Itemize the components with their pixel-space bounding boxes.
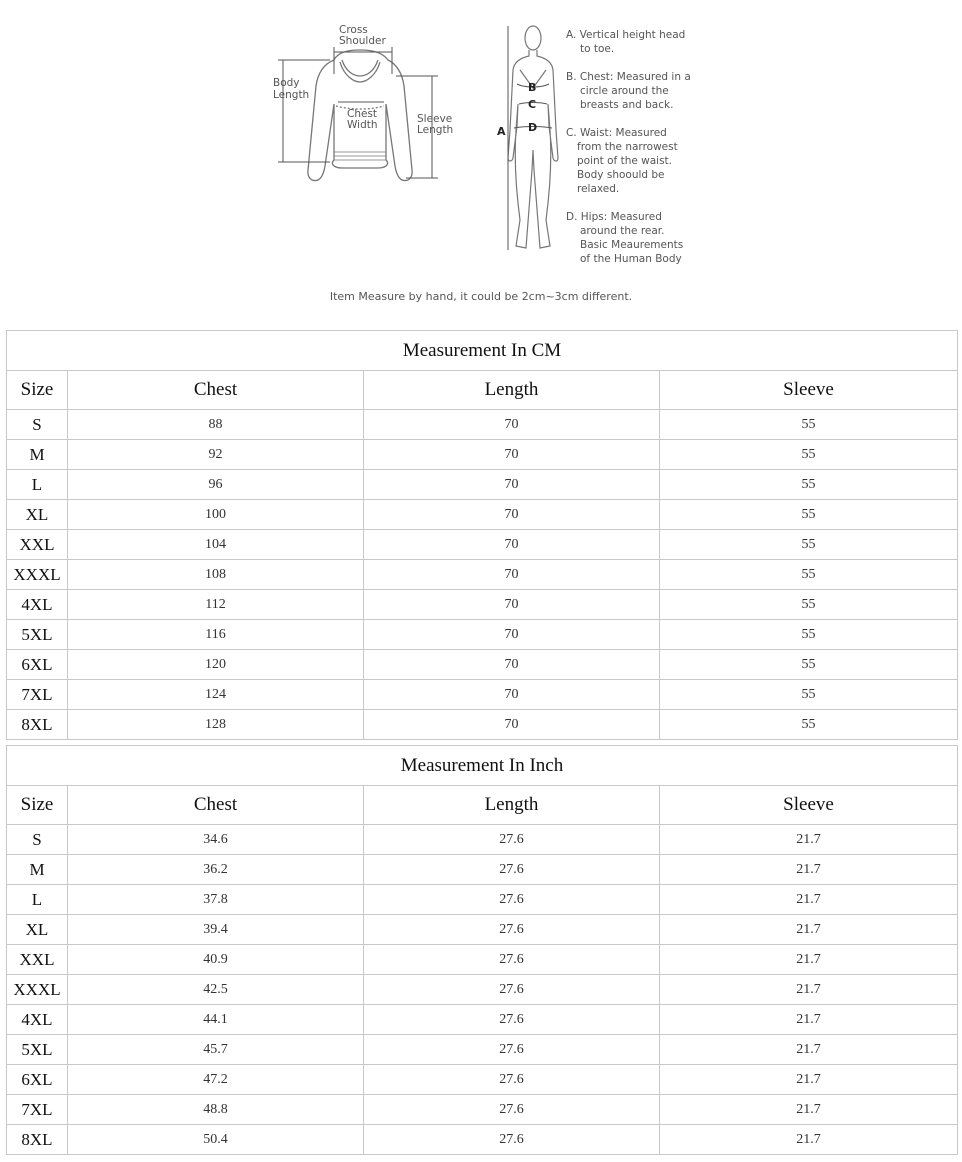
cell-chest: 48.8 [68,1095,364,1125]
instruction-a [566,29,685,55]
cell-sleeve: 21.7 [660,855,958,885]
cell-sleeve: 55 [660,560,958,590]
cell-chest: 96 [68,470,364,500]
instruction-c-line1: C. Waist: Measured [566,127,667,139]
cell-length: 70 [364,410,660,440]
cell-size: L [7,470,68,500]
cell-sleeve: 21.7 [660,1125,958,1155]
cell-size: 6XL [7,650,68,680]
cell-chest: 47.2 [68,1065,364,1095]
cell-size: XXXL [7,975,68,1005]
instruction-c-line3: point of the waist. [577,155,673,167]
table-header-row [7,786,958,825]
cell-chest: 104 [68,530,364,560]
body-figure [508,26,558,248]
cell-length: 27.6 [364,945,660,975]
cell-chest: 120 [68,650,364,680]
marker-a: A [497,125,506,138]
table-row [7,1095,958,1125]
cell-chest: 37.8 [68,885,364,915]
instruction-d-line3: Basic Meaurements [580,239,684,251]
cell-length: 70 [364,590,660,620]
cell-chest: 44.1 [68,1005,364,1035]
table-row [7,1035,958,1065]
table-caption-row [7,331,958,371]
table-row [7,680,958,710]
cell-size: L [7,885,68,915]
cell-chest: 36.2 [68,855,364,885]
cell-chest: 112 [68,590,364,620]
cell-chest: 108 [68,560,364,590]
cell-size: 4XL [7,1005,68,1035]
measurement-diagram [0,0,962,325]
measurement-note: Item Measure by hand, it could be 2cm~3cm different. [329,290,633,303]
cell-chest: 40.9 [68,945,364,975]
cell-length: 70 [364,500,660,530]
table-row [7,470,958,500]
cell-length: 27.6 [364,825,660,855]
cell-length: 27.6 [364,1125,660,1155]
cell-sleeve: 21.7 [660,885,958,915]
cell-sleeve: 55 [660,440,958,470]
instruction-b [566,71,691,111]
instruction-d-line2: around the rear. [580,225,665,237]
body-length-label-line2: Length [273,89,310,101]
table-row [7,1005,958,1035]
cell-sleeve: 55 [660,500,958,530]
sleeve-length-label-line2: Length [417,124,454,136]
table-row [7,560,958,590]
cell-length: 70 [364,710,660,740]
table-caption: Measurement In CM [7,331,958,371]
table-row [7,885,958,915]
instruction-a-line1: A. Vertical height head [566,29,686,41]
table-row [7,975,958,1005]
cell-sleeve: 55 [660,620,958,650]
table-row [7,410,958,440]
table-row [7,945,958,975]
table-row [7,620,958,650]
cell-sleeve: 21.7 [660,945,958,975]
instruction-d-line1: D. Hips: Measured [566,211,662,223]
cell-size: S [7,410,68,440]
cell-length: 27.6 [364,915,660,945]
cell-size: 7XL [7,680,68,710]
diagram-graphics [0,0,962,290]
cell-length: 70 [364,560,660,590]
cell-chest: 45.7 [68,1035,364,1065]
cell-chest: 116 [68,620,364,650]
cell-size: XL [7,915,68,945]
cell-chest: 34.6 [68,825,364,855]
table-row [7,530,958,560]
cell-size: 8XL [7,1125,68,1155]
instruction-b-line2: circle around the [580,85,669,97]
cell-length: 27.6 [364,885,660,915]
cell-sleeve: 21.7 [660,1065,958,1095]
header-sleeve: Sleeve [660,371,958,410]
cell-size: XXL [7,530,68,560]
header-sleeve: Sleeve [660,786,958,825]
instruction-a-line2: to toe. [580,43,615,55]
cell-size: 6XL [7,1065,68,1095]
cell-sleeve: 21.7 [660,1095,958,1125]
instruction-c-line4: Body shoould be [577,169,665,181]
cross-shoulder-label-line2: Shoulder [339,35,386,47]
table-row [7,915,958,945]
cell-length: 70 [364,470,660,500]
cell-size: 5XL [7,620,68,650]
instruction-d-line4: of the Human Body [580,253,682,265]
size-table-inch [6,745,958,1155]
instruction-c-line5: relaxed. [577,183,620,195]
cell-sleeve: 55 [660,590,958,620]
cross-shoulder-label-line1: Cross [339,24,368,36]
table-row [7,440,958,470]
table-caption-row [7,746,958,786]
marker-d: D [528,121,538,134]
cell-chest: 128 [68,710,364,740]
cell-size: 4XL [7,590,68,620]
header-size: Size [7,786,68,825]
instruction-d [566,211,683,265]
cell-chest: 50.4 [68,1125,364,1155]
cell-chest: 42.5 [68,975,364,1005]
cell-length: 70 [364,440,660,470]
cell-size: XL [7,500,68,530]
chest-width-label-line1: Chest [347,108,378,120]
cell-chest: 88 [68,410,364,440]
size-table-cm [6,330,958,740]
table-row [7,855,958,885]
cell-sleeve: 55 [660,680,958,710]
table-row [7,650,958,680]
marker-b: B [528,81,537,94]
table-caption: Measurement In Inch [7,746,958,786]
table-header-row [7,371,958,410]
header-size: Size [7,371,68,410]
chest-width-label-line2: Width [347,119,378,131]
cell-chest: 39.4 [68,915,364,945]
header-length: Length [364,371,660,410]
cell-chest: 92 [68,440,364,470]
cell-sleeve: 55 [660,410,958,440]
cell-length: 70 [364,620,660,650]
header-chest: Chest [68,371,364,410]
marker-c: C [528,98,537,111]
cell-chest: 100 [68,500,364,530]
cell-length: 27.6 [364,1005,660,1035]
cell-size: XXL [7,945,68,975]
cell-sleeve: 21.7 [660,1035,958,1065]
table-row [7,1125,958,1155]
cell-length: 27.6 [364,1065,660,1095]
cell-length: 27.6 [364,975,660,1005]
table-row [7,710,958,740]
cell-sleeve: 55 [660,650,958,680]
cell-size: 8XL [7,710,68,740]
table-row [7,1065,958,1095]
cell-size: XXXL [7,560,68,590]
header-chest: Chest [68,786,364,825]
cell-size: S [7,825,68,855]
cell-length: 27.6 [364,1095,660,1125]
sleeve-length-label-line1: Sleeve [417,113,453,125]
table-row [7,825,958,855]
instruction-b-line1: B. Chest: Measured in a [566,71,691,83]
cell-size: M [7,855,68,885]
cell-size: 5XL [7,1035,68,1065]
cell-chest: 124 [68,680,364,710]
cell-length: 70 [364,680,660,710]
header-length: Length [364,786,660,825]
cell-size: 7XL [7,1095,68,1125]
instruction-c [566,127,678,195]
body-length-label-line1: Body [273,77,300,89]
instruction-c-line2: from the narrowest [577,141,678,153]
cell-length: 27.6 [364,1035,660,1065]
cell-sleeve: 21.7 [660,915,958,945]
cell-sleeve: 55 [660,710,958,740]
cell-sleeve: 55 [660,530,958,560]
cell-length: 70 [364,530,660,560]
cell-sleeve: 21.7 [660,825,958,855]
cell-length: 70 [364,650,660,680]
table-row [7,590,958,620]
cell-length: 27.6 [364,855,660,885]
instruction-b-line3: breasts and back. [580,99,674,111]
cell-sleeve: 55 [660,470,958,500]
table-row [7,500,958,530]
cell-size: M [7,440,68,470]
cell-sleeve: 21.7 [660,975,958,1005]
cell-sleeve: 21.7 [660,1005,958,1035]
